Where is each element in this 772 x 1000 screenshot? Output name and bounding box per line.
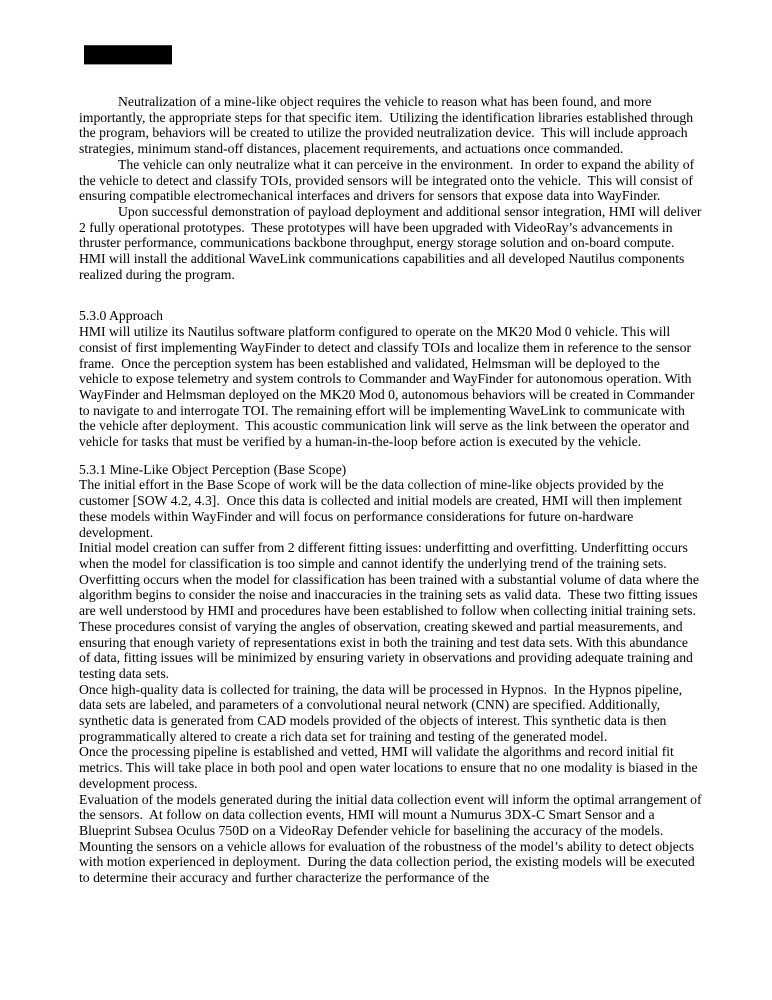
body-paragraph: The vehicle can only neutralize what it can perceive in the environment. In order to expand the ability of the vehicle to detect and classify TOIs, provided sensors will be integrated onto the vehicle. This will consist of ensuring compatible electromechanical interfaces and drivers for sensors that expose data into WayFinder.: [79, 156, 698, 204]
section-heading-approach: 5.3.0 Approach: [79, 308, 164, 324]
document-content: [79, 94, 706, 886]
body-paragraph: Upon successful demonstration of payload deployment and additional sensor integration, HMI will deliver 2 fully operational prototypes. These prototypes will have been upgraded with VideoRay’s advancements in thruster performance, communications backbone throughput, energy storage solution and on-board compute. HMI will install the additional WaveLink communications capabilities and all developed Nautilus components realized during the program.: [79, 203, 705, 282]
redaction-bar: [84, 45, 172, 65]
body-paragraph: Initial model creation can suffer from 2 different fitting issues: underfitting and overfitting. Underfitting occurs when the model for classification is too simple and cannot identify the underlying trend of the training sets. Overfitting occurs when the model for classification has been trained with a substantial volume of data where the algorithm begins to consider the noise and inaccuracies in the training sets as valid data. These two fitting issues are well understood by HMI and procedures have been established to follow when collecting initial training sets. These procedures consist of varying the angles of observation, creating skewed and partial measurements, and ensuring that enough variety of representations exist in both the training and test data sets. With this abundance of data, fitting issues will be minimized by ensuring variety in observations and providing adequate training and testing data sets.: [79, 540, 703, 681]
body-paragraph: Evaluation of the models generated during the initial data collection event will inform the optimal arrangement of the sensors. At follow on data collection events, HMI will mount a Numurus 3DX-C Smart Sensor and a Blueprint Subsea Oculus 750D on a VideoRay Defender vehicle for baselining the accuracy of the models. Mounting the sensors on a vehicle allows for evaluation of the robustness of the model’s ability to detect objects with motion experienced in deployment. During the data collection period, the existing models will be executed to determine their accuracy and further characterize the performance of the: [79, 791, 706, 886]
body-paragraph: Once high-quality data is collected for training, the data will be processed in Hypnos. In the Hypnos pipeline, data sets are labeled, and parameters of a convolutional neural network (CNN) are specified. Additionally, synthetic data is generated from CAD models provided of the objects of interest. This synthetic data is then programmatically altered to create a rich data set for training and testing of the generated model.: [79, 681, 686, 744]
body-paragraph: The initial effort in the Base Scope of work will be the data collection of mine-like objects provided by the customer [SOW 4.2, 4.3]. Once this data is collected and initial models are created, HMI will then implement these models within WayFinder and will focus on performance considerations for future on-hardware development.: [79, 477, 686, 540]
section-heading-mine-like-object-perception: 5.3.1 Mine-Like Object Perception (Base Scope): [79, 461, 347, 477]
body-paragraph: Neutralization of a mine-like object requires the vehicle to reason what has been found, and more importantly, the appropriate steps for that specific item. Utilizing the identification libraries established through the program, behaviors will be created to utilize the provided neutralization device. This will include approach strategies, minimum stand-off distances, placement requirements, and actuations once commanded.: [79, 94, 697, 157]
body-paragraph: HMI will utilize its Nautilus software platform configured to operate on the MK20 Mod 0 vehicle. This will consist of first implementing WayFinder to detect and classify TOIs and localize them in reference to the sensor frame. Once the perception system has been established and validated, Helmsman will be deployed to the vehicle to expose telemetry and system controls to Commander and WayFinder for autonomous operation. With WayFinder and Helmsman deployed on the MK20 Mod 0, autonomous behaviors will be created in Commander to navigate to and interrogate TOI. The remaining effort will be implementing WaveLink to communicate with the vehicle after deployment. This acoustic communication link will serve as the link between the operator and vehicle for tasks that must be verified by a human-in-the-loop before action is executed by the vehicle.: [79, 324, 698, 450]
body-paragraph: Once the processing pipeline is established and vetted, HMI will validate the algorithms and record initial fit metrics. This will take place in both pool and open water locations to ensure that no one modality is biased in the development process.: [79, 744, 702, 791]
